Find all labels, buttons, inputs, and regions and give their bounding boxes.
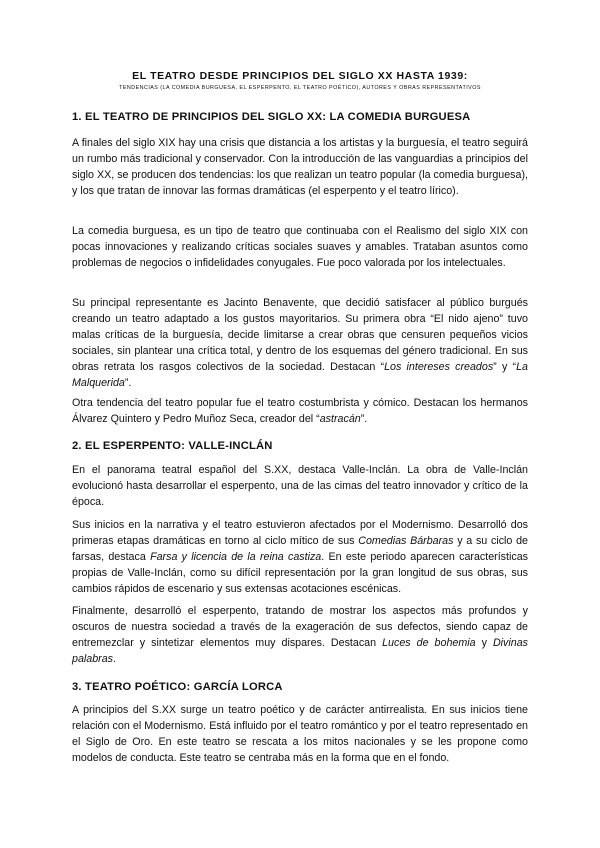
paragraph-text: A principios del S.XX surge un teatro poético y de carácter antirrealista. En sus inicios tiene relación con el Modernismo. Está influido por el teatro romántico y por el teatro representado en el Siglo de Oro. En este teatro se rescata a los mitos nacionales y se les propone como modelos de conducta. Este teatro se centraba más en la forma que en el fondo. [72,704,528,764]
section-heading-comedia-burguesa: 1. EL TEATRO DE PRINCIPIOS DEL SIGLO XX: LA COMEDIA BURGUESA [72,111,471,123]
paragraph [72,517,528,597]
paragraph-text: Sus inicios en la narrativa y el teatro estuvieron afectados por el Modernismo. Desarrolló dos primeras etapas dramáticas en torno al ciclo mítico de sus [72,519,528,547]
paragraph-text: y a su ciclo de farsas, destaca [72,535,528,563]
paragraph-text: . En este periodo aparecen características propias de Valle-Inclán, como su difícil representación por la gran longitud de sus obras, sus cambios rápidos de escenario y sus extensas acotaciones escénicas. [72,551,529,595]
paragraph [72,135,528,199]
paragraph-text: La comedia burguesa, es un tipo de teatro que continuaba con el Realismo del siglo XIX con pocas innovaciones y realizando críticas sociales suaves y amables. Trataban asuntos como problemas de negocios o infidelidades conyugales. Fue poco valorada por los intelectuales. [72,225,528,269]
paragraph [72,395,528,427]
paragraph-text: ”. [124,377,132,389]
document-title: EL TEATRO DESDE PRINCIPIOS DEL SIGLO XX HASTA 1939: [132,70,468,82]
work-title: Los intereses creados [384,361,494,373]
paragraph [72,603,528,667]
paragraph-text: ” y “ [493,361,517,373]
work-title: Luces de bohemia [382,637,476,649]
section-heading-teatro-poetico: 3. TEATRO POÉTICO: GARCÍA LORCA [72,681,283,693]
term: astracán [319,413,361,425]
work-title: Divinas palabras [72,637,529,665]
paragraph-text: En el panorama teatral español del S.XX, destaca Valle-Inclán. La obra de Valle-Inclán evolucionó hasta desarrollar el esperpento, una de las cimas del teatro innovador y crítico de la época. [72,464,528,508]
paragraph [72,223,528,271]
paragraph [72,295,528,391]
paragraph-text: Finalmente, desarrolló el esperpento, tratando de mostrar los aspectos más profundos y oscuros de nuestra sociedad a través de la exageración de sus defectos, siendo capaz de entremezclar y sintetizar elementos muy dispares. Destacan [72,605,528,649]
section-heading-esperpento: 2. EL ESPERPENTO: VALLE-INCLÁN [72,440,273,452]
paragraph-text: . [113,653,116,665]
paragraph [72,462,528,510]
paragraph-text: Otra tendencia del teatro popular fue el teatro costumbrista y cómico. Destacan los hermanos Álvarez Quintero y Pedro Muñoz Seca, creador del “ [72,397,528,425]
work-title: Comedias Bárbaras [358,535,454,547]
work-title: La Malquerida [72,361,528,389]
paragraph-text: ”. [360,413,368,425]
paragraph-text: A finales del siglo XIX hay una crisis que distancia a los artistas y la burguesía, el teatro seguirá un rumbo más tradicional y conservador. Con la introducción de las vanguardias a principios del siglo XX, se producen dos tendencias: los que realizan un teatro popular (la comedia burguesa), y los que tratan de innovar las formas dramáticas (el esperpento y el teatro lírico). [72,137,528,197]
document-subtitle: TENDENCIAS (LA COMEDIA BURGUESA, EL ESPERPENTO, EL TEATRO POÉTICO), AUTORES Y OBRAS REPRESENTATIVOS [119,85,481,91]
paragraph-text: y [475,637,493,649]
work-title: Farsa y licencia de la reina castiza [150,551,322,563]
paragraph-text: Su principal representante es Jacinto Benavente, que decidió satisfacer al público burgués creando un teatro adaptado a los gustos mayoritarios. Su primera obra “El nido ajeno” tuvo malas críticas de la burguesía, decide limitarse a crear obras que censuren pequeños vicios sociales, sin plantear una crítica total, y dentro de los esquemas del género tradicional. En sus obras retrata los rasgos colectivos de la sociedad. Destacan “ [72,297,528,373]
paragraph [72,702,528,766]
